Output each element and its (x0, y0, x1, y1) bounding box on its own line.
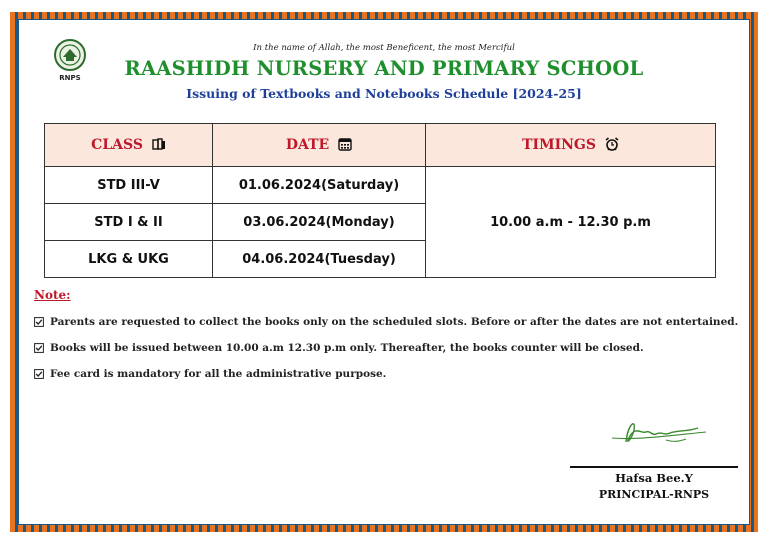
table-row (45, 167, 716, 204)
note-heading: Note: (34, 288, 71, 302)
date-cell: 01.06.2024(Saturday) (213, 167, 426, 204)
class-header (45, 124, 213, 167)
note-text: Parents are requested to collect the books only on the scheduled slots. Before or after the dates are not entertained. (50, 316, 739, 328)
date-header (213, 124, 426, 167)
signature-image (606, 412, 716, 452)
school-name: RAASHIDH NURSERY AND PRIMARY SCHOOL (124, 57, 644, 80)
date-cell: 04.06.2024(Tuesday) (213, 241, 426, 278)
date-header-label: DATE (285, 137, 330, 153)
timings-cell: 10.00 a.m - 12.30 p.m (426, 167, 716, 278)
class-cell: STD I & II (45, 204, 213, 241)
logo-text: RNPS (59, 74, 81, 82)
date-cell: 03.06.2024(Monday) (213, 204, 426, 241)
class-header-label: CLASS (91, 137, 143, 153)
note-item (34, 368, 386, 380)
principal-title: PRINCIPAL-RNPS (598, 488, 710, 501)
timings-header (426, 124, 716, 167)
principal-name: Hafsa Bee.Y (615, 471, 693, 485)
timings-header-label: TIMINGS (522, 137, 596, 153)
class-cell: LKG & UKG (45, 241, 213, 278)
signature-line (570, 466, 738, 468)
checkbox-icon (34, 317, 44, 327)
alarm-clock-icon (605, 137, 619, 151)
note-text: Books will be issued between 10.00 a.m 12.30 p.m only. Thereafter, the books counter will be closed. (50, 342, 644, 354)
checkbox-icon (34, 369, 44, 379)
note-text: Fee card is mandatory for all the administrative purpose. (50, 368, 387, 380)
note-item (34, 342, 644, 354)
bismillah-line: In the name of Allah, the most Beneficent, the most Merciful (253, 43, 515, 53)
table-header-row (45, 124, 716, 167)
books-icon (152, 138, 166, 151)
calendar-icon (338, 137, 352, 151)
schedule-title: Issuing of Textbooks and Notebooks Schedule [2024-25] (186, 86, 582, 101)
note-item (34, 316, 738, 328)
class-cell: STD III-V (45, 167, 213, 204)
schedule-table (44, 123, 716, 278)
checkbox-icon (34, 343, 44, 353)
